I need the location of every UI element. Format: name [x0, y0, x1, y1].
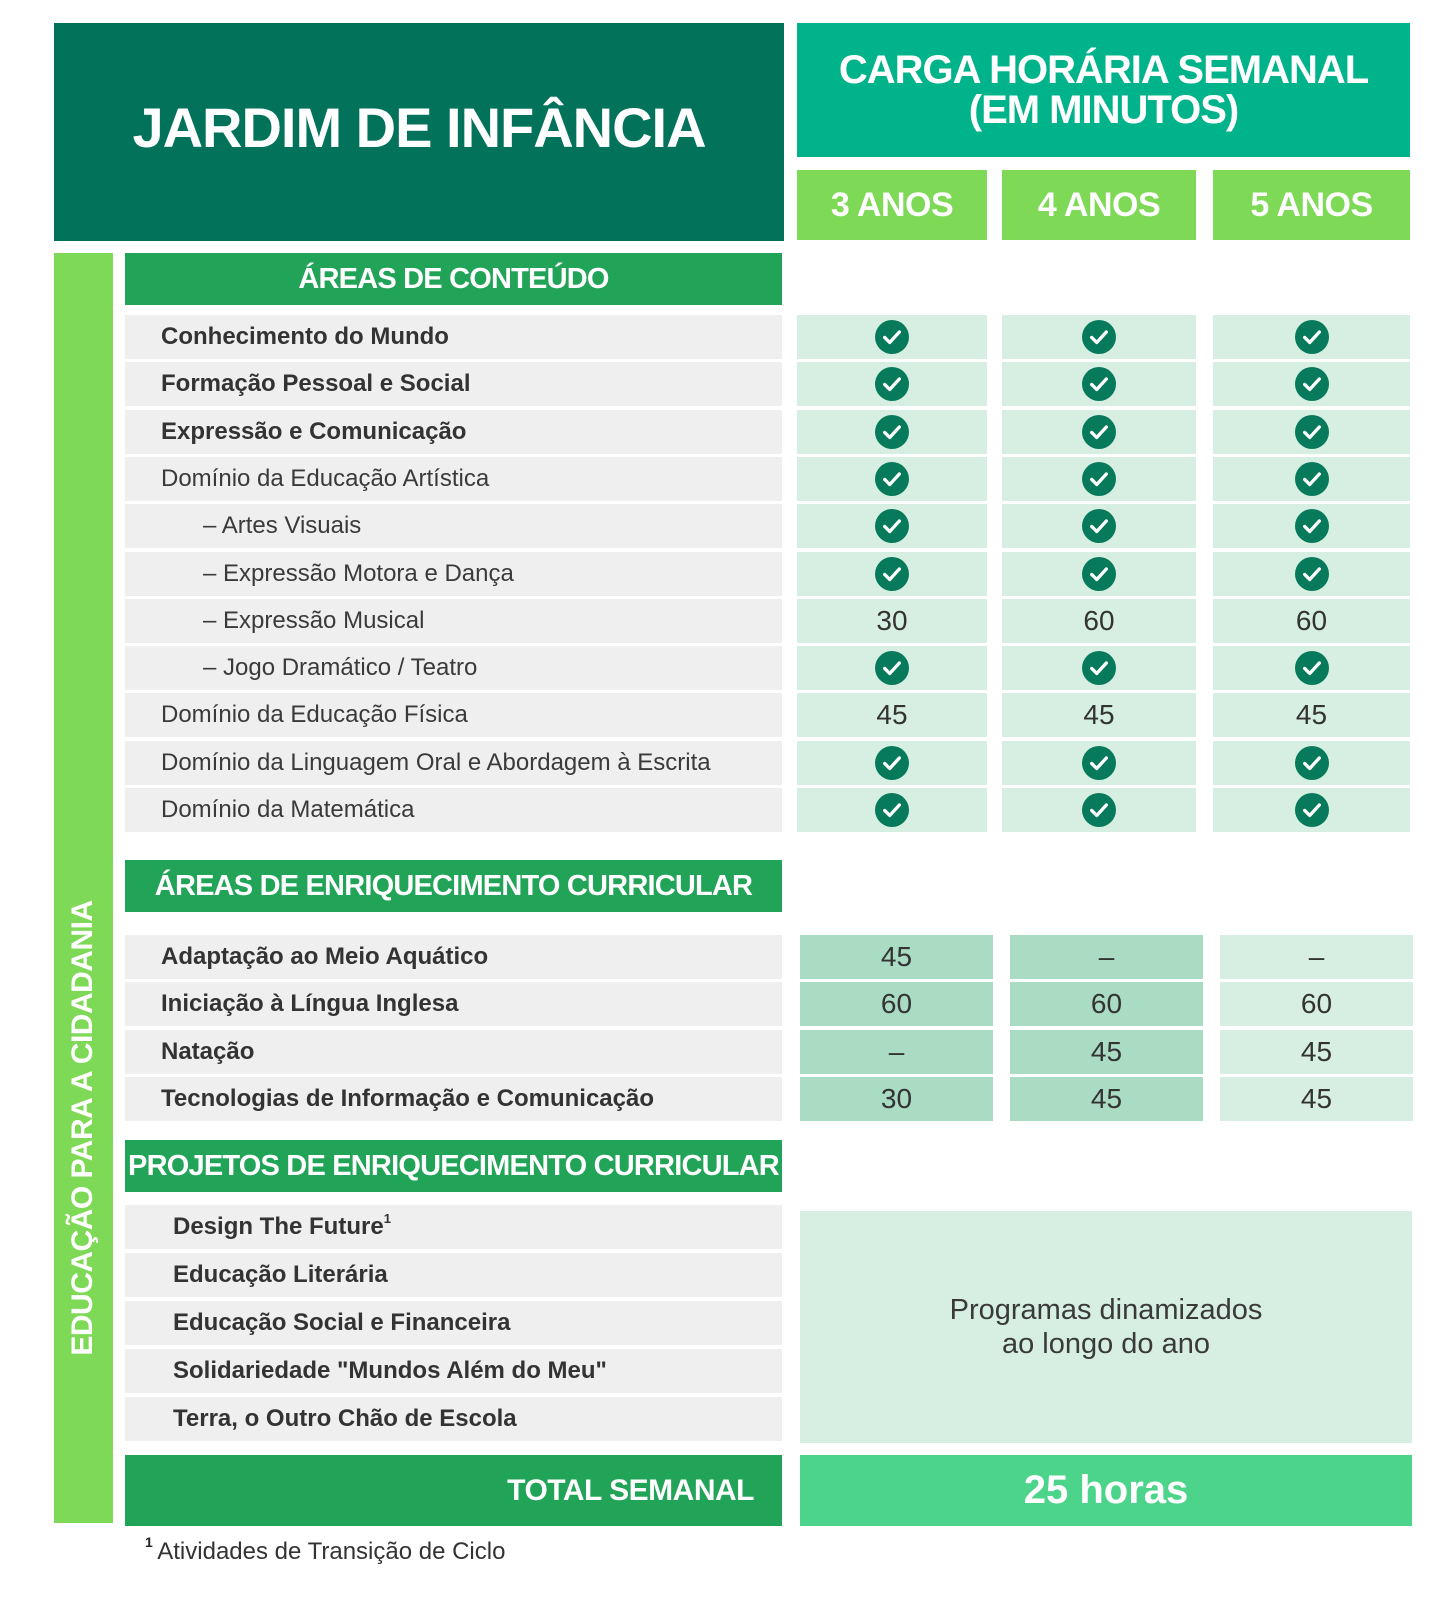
row-label-text: Natação — [161, 1038, 255, 1065]
value-cell — [1002, 693, 1196, 737]
value-cell — [1213, 315, 1410, 359]
row-label-text: Tecnologias de Informação e Comunicação — [161, 1085, 655, 1112]
minutes-value: 45 — [876, 699, 908, 730]
age-label: 3 ANOS — [830, 185, 954, 224]
check-circle-icon — [875, 793, 909, 827]
citizenship-label: EDUCAÇÃO PARA A CIDADANIA — [66, 900, 99, 1356]
row-label — [125, 560, 514, 588]
row-label-text: Iniciação à Língua Inglesa — [161, 990, 459, 1017]
row-label-text: Educação Social e Financeira — [173, 1309, 511, 1336]
table-row-label — [125, 1205, 782, 1249]
table-row-label — [125, 362, 782, 406]
footnote-mark: 1 — [145, 1534, 153, 1550]
row-label — [125, 1213, 391, 1241]
row-label — [125, 418, 466, 446]
value-cell — [1213, 741, 1410, 785]
table-row-label — [125, 315, 782, 359]
table-row-label — [125, 504, 782, 548]
value-cell — [1002, 457, 1196, 501]
row-label — [125, 796, 414, 824]
total-label-cell — [125, 1455, 782, 1526]
section-enrichment-projects — [125, 1140, 782, 1192]
value-cell — [797, 410, 987, 454]
table-row-label — [125, 646, 782, 690]
workload-header — [797, 23, 1410, 157]
check-circle-icon — [875, 509, 909, 543]
row-label-text: – Jogo Dramático / Teatro — [203, 654, 478, 681]
row-label-text: Conhecimento do Mundo — [161, 323, 449, 350]
total-value-cell — [800, 1455, 1412, 1526]
minutes-value: 45 — [1300, 1036, 1333, 1067]
page-title-banner — [54, 23, 784, 241]
value-cell — [797, 504, 987, 548]
value-cell — [1220, 1077, 1413, 1121]
section-enrichment-areas — [125, 860, 782, 912]
value-cell — [1002, 410, 1196, 454]
row-label — [125, 1085, 654, 1113]
value-cell — [797, 599, 987, 643]
table-row-label — [125, 410, 782, 454]
value-cell — [797, 362, 987, 406]
row-label — [125, 1261, 388, 1289]
row-label-text: Domínio da Linguagem Oral e Abordagem à Escrita — [161, 749, 711, 776]
check-circle-icon — [875, 367, 909, 401]
check-circle-icon — [1082, 462, 1116, 496]
value-cell — [1220, 1030, 1413, 1074]
footnote — [145, 1534, 506, 1566]
value-cell — [1010, 935, 1203, 979]
check-circle-icon — [1082, 367, 1116, 401]
minutes-value: 60 — [880, 988, 913, 1019]
workload-title: CARGA HORÁRIA SEMANAL (EM MINUTOS) — [838, 48, 1369, 132]
section-content-areas — [125, 253, 782, 305]
value-cell — [1213, 504, 1410, 548]
check-circle-icon — [1082, 509, 1116, 543]
check-circle-icon — [1082, 415, 1116, 449]
minutes-value: 45 — [1090, 1083, 1123, 1114]
programs-note-text: Programas dinamizados ao longo do ano — [949, 1294, 1263, 1360]
minutes-value: 45 — [880, 941, 913, 972]
value-cell — [1220, 982, 1413, 1026]
check-circle-icon — [1295, 320, 1329, 354]
check-circle-icon — [875, 415, 909, 449]
table-row-label — [125, 982, 782, 1026]
row-label — [125, 370, 470, 398]
table-row-label — [125, 1253, 782, 1297]
check-circle-icon — [875, 557, 909, 591]
page-title: JARDIM DE INFÂNCIA — [132, 95, 706, 159]
value-cell — [797, 788, 987, 832]
value-cell — [800, 1030, 993, 1074]
value-cell — [1002, 315, 1196, 359]
row-label — [125, 1357, 607, 1385]
value-cell — [797, 552, 987, 596]
total-label: TOTAL SEMANAL — [507, 1473, 754, 1507]
value-cell — [1220, 935, 1413, 979]
minutes-value: 60 — [1090, 988, 1123, 1019]
table-row-label — [125, 1301, 782, 1345]
check-circle-icon — [1295, 462, 1329, 496]
row-label-text: Educação Literária — [173, 1261, 388, 1288]
minutes-value: 45 — [1295, 699, 1328, 730]
table-row-label — [125, 1349, 782, 1393]
check-circle-icon — [1295, 651, 1329, 685]
check-circle-icon — [1295, 415, 1329, 449]
table-row-label — [125, 741, 782, 785]
value-cell — [1213, 693, 1410, 737]
value-cell — [1010, 1077, 1203, 1121]
age-header-3 — [797, 170, 987, 240]
value-cell — [797, 646, 987, 690]
row-label-text: Solidariedade "Mundos Além do Meu" — [173, 1357, 607, 1384]
value-cell — [797, 457, 987, 501]
check-circle-icon — [1295, 367, 1329, 401]
minutes-value: 30 — [880, 1083, 913, 1114]
row-label — [125, 512, 361, 540]
value-cell — [1010, 982, 1203, 1026]
age-label: 4 ANOS — [1037, 185, 1161, 224]
value-cell — [1213, 599, 1410, 643]
minutes-value: – — [888, 1036, 905, 1067]
value-cell — [1002, 741, 1196, 785]
value-cell — [1002, 646, 1196, 690]
row-label — [125, 607, 424, 635]
value-cell — [1002, 599, 1196, 643]
row-label-text: – Artes Visuais — [203, 512, 362, 539]
table-row-label — [125, 1397, 782, 1441]
minutes-value: – — [1308, 941, 1325, 972]
table-row-label — [125, 693, 782, 737]
row-label-text: Domínio da Educação Artística — [161, 465, 490, 492]
value-cell — [1010, 1030, 1203, 1074]
value-cell — [800, 935, 993, 979]
age-header-4 — [1002, 170, 1196, 240]
value-cell — [797, 315, 987, 359]
row-label-text: Domínio da Matemática — [161, 796, 415, 823]
value-cell — [797, 693, 987, 737]
row-label — [125, 1405, 517, 1433]
value-cell — [1213, 362, 1410, 406]
row-label — [125, 323, 449, 351]
row-label — [125, 654, 477, 682]
row-label-text: Domínio da Educação Física — [161, 701, 468, 728]
value-cell — [1002, 552, 1196, 596]
check-circle-icon — [875, 746, 909, 780]
section-title: PROJETOS DE ENRIQUECIMENTO CURRICULAR — [128, 1149, 779, 1182]
row-label — [125, 465, 489, 493]
value-cell — [1002, 504, 1196, 548]
table-row-label — [125, 1077, 782, 1121]
age-header-5 — [1213, 170, 1410, 240]
table-row-label — [125, 457, 782, 501]
table-row-label — [125, 788, 782, 832]
minutes-value: 45 — [1090, 1036, 1123, 1067]
row-label-text: – Expressão Musical — [203, 607, 425, 634]
check-circle-icon — [1082, 557, 1116, 591]
footnote-mark: 1 — [383, 1211, 391, 1226]
row-label — [125, 943, 488, 971]
row-label-text: Expressão e Comunicação — [161, 418, 467, 445]
check-circle-icon — [875, 651, 909, 685]
row-label-text: – Expressão Motora e Dança — [203, 560, 514, 587]
row-label — [125, 1309, 510, 1337]
minutes-value: 45 — [1083, 699, 1115, 730]
value-cell — [800, 982, 993, 1026]
programs-note — [800, 1211, 1412, 1443]
check-circle-icon — [1295, 793, 1329, 827]
table-row-label — [125, 1030, 782, 1074]
table-row-label — [125, 935, 782, 979]
section-title: ÁREAS DE CONTEÚDO — [298, 262, 609, 295]
row-label — [125, 749, 711, 777]
row-label — [125, 701, 468, 729]
value-cell — [1002, 362, 1196, 406]
row-label-text: Formação Pessoal e Social — [161, 370, 471, 397]
value-cell — [1213, 646, 1410, 690]
row-label — [125, 990, 458, 1018]
row-label-text: Adaptação ao Meio Aquático — [161, 943, 489, 970]
minutes-value: – — [1098, 941, 1115, 972]
check-circle-icon — [1082, 793, 1116, 827]
check-circle-icon — [1295, 557, 1329, 591]
minutes-value: 60 — [1083, 605, 1115, 636]
minutes-value: 60 — [1295, 605, 1328, 636]
section-title: ÁREAS DE ENRIQUECIMENTO CURRICULAR — [154, 869, 753, 902]
value-cell — [1213, 457, 1410, 501]
footnote-text: Atividades de Transição de Ciclo — [157, 1538, 506, 1565]
check-circle-icon — [1082, 320, 1116, 354]
value-cell — [1213, 410, 1410, 454]
citizenship-sidebar — [54, 253, 113, 1523]
row-label — [125, 1038, 254, 1066]
total-value: 25 horas — [1023, 1468, 1189, 1512]
check-circle-icon — [1295, 509, 1329, 543]
value-cell — [800, 1077, 993, 1121]
value-cell — [1002, 788, 1196, 832]
check-circle-icon — [875, 320, 909, 354]
check-circle-icon — [875, 462, 909, 496]
table-row-label — [125, 599, 782, 643]
check-circle-icon — [1082, 746, 1116, 780]
minutes-value: 30 — [876, 605, 908, 636]
minutes-value: 45 — [1300, 1083, 1333, 1114]
minutes-value: 60 — [1300, 988, 1333, 1019]
value-cell — [1213, 788, 1410, 832]
value-cell — [1213, 552, 1410, 596]
row-label-text: Design The Future — [173, 1213, 384, 1240]
check-circle-icon — [1082, 651, 1116, 685]
row-label-text: Terra, o Outro Chão de Escola — [173, 1405, 517, 1432]
value-cell — [797, 741, 987, 785]
check-circle-icon — [1295, 746, 1329, 780]
age-label: 5 ANOS — [1250, 185, 1373, 224]
table-row-label — [125, 552, 782, 596]
